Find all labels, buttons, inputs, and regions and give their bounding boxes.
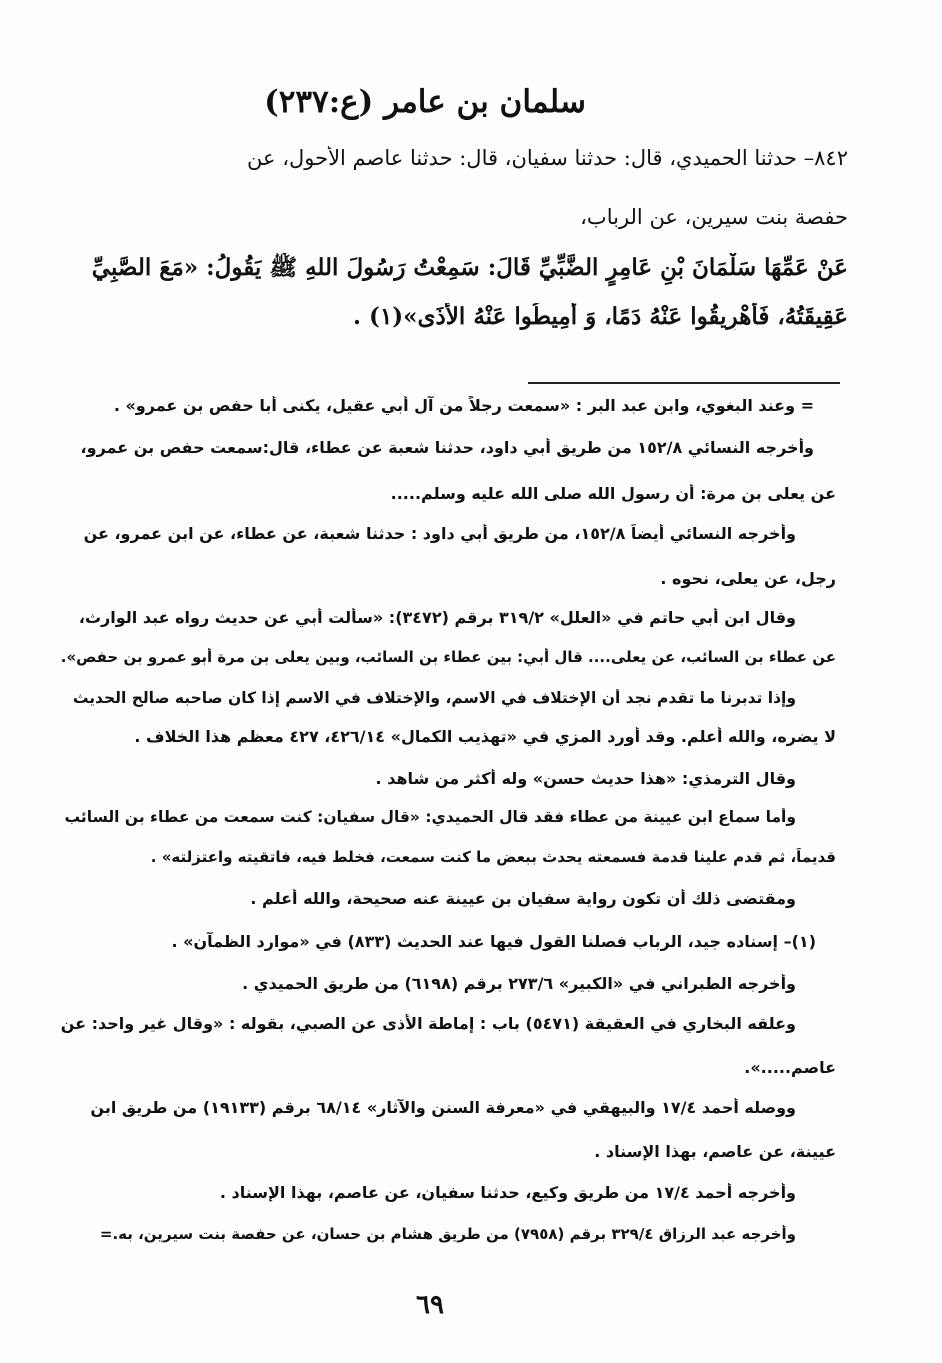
- footnote-separator: [528, 382, 840, 384]
- footnote-line: وعلقه البخاري في العقيقة (٥٤٧١) باب : إماطة الأذى عن الصبي، بقوله : «وقال غير واحد: عن: [60, 1014, 796, 1033]
- footnote-line: عاصم.....».: [744, 1058, 836, 1077]
- footnote-line: لا يضره، والله أعلم. وقد أورد المزي في «تهذيب الكمال» ٤٢٦/١٤، ٤٢٧ معظم هذا الخلاف .: [134, 727, 836, 746]
- footnote-line: وقال ابن أبي حاتم في «العلل» ٣١٩/٢ برقم (٣٤٧٢): «سألت أبي عن حديث رواه عبد الوارث،: [78, 608, 796, 627]
- footnote-line: (١)– إسناده جيد، الرباب فصلنا القول فيها عند الحديث (٨٣٣) في «موارد الظمآن» .: [171, 932, 816, 951]
- footnote-line: وأخرجه الطبراني في «الكبير» ٢٧٣/٦ برقم (٦١٩٨) من طريق الحميدي .: [242, 974, 796, 993]
- page-title: سلمان بن عامر (ع:٢٣٧): [264, 84, 586, 120]
- footnote-line: ومقتضى ذلك أن تكون رواية سفيان بن عيينة عنه صحيحة، والله أعلم .: [250, 889, 796, 908]
- footnote-line: رجل، عن يعلى، نحوه .: [660, 569, 836, 588]
- footnote-line: ووصله أحمد ١٧/٤ والبيهقي في «معرفة السنن والآثار» ٦٨/١٤ برقم (١٩١٣٣) من طريق ابن: [90, 1098, 796, 1117]
- footnote-line: عن يعلى بن مرة: أن رسول الله صلى الله عليه وسلم.....: [390, 484, 836, 503]
- page-number: ٦٩: [416, 1290, 444, 1320]
- footnote-line: وقال الترمذي: «هذا حديث حسن» وله أكثر من شاهد .: [375, 769, 796, 788]
- hadith-matn-line: عَنْ عَمِّهَا سَلْمَانَ بْنِ عَامِرٍ الضَّبِّيِّ قَالَ: سَمِعْتُ رَسُولَ اللهِ ﷺ يَقُولُ: «مَعَ الصَّبِيِّ: [91, 254, 848, 281]
- hadith-matn-line: عَقِيقَتُهُ، فَأَهْرِيقُوا عَنْهُ دَمًا، وَ أَمِيطُوا عَنْهُ الأَذَى»(١) .: [353, 303, 848, 330]
- footnote-line: وأخرجه أحمد ١٧/٤ من طريق وكيع، حدثنا سفيان، عن عاصم، بهذا الإسناد .: [219, 1183, 796, 1202]
- footnote-line: عيينة، عن عاصم، بهذا الإسناد .: [594, 1142, 836, 1161]
- hadith-isnad-line: ٨٤٢– حدثنا الحميدي، قال: حدثنا سفيان، قال: حدثنا عاصم الأحول، عن: [247, 146, 848, 170]
- footnote-line: = وعند البغوي، وابن عبد البر : «سمعت رجلاً من آل أبي عقيل، يكنى أبا حفص بن عمرو» .: [113, 396, 814, 415]
- footnote-line: وأخرجه النسائي ١٥٢/٨ من طريق أبي داود، حدثنا شعبة عن عطاء، قال:سمعت حفص بن عمرو،: [80, 438, 814, 457]
- footnote-line: عن عطاء بن السائب، عن يعلى.... قال أبي: بين عطاء بن السائب، وبين يعلى بن مرة أبو عمرو بن حفص».: [60, 648, 836, 666]
- footnote-line: قديماً، ثم قدم علينا قدمة فسمعته يحدث ببعض ما كنت سمعت، فخلط فيه، فاتقيته واعتزلته» .: [150, 848, 836, 866]
- hadith-isnad-line: حفصة بنت سيرين، عن الرباب،: [580, 205, 848, 229]
- footnote-line: وأخرجه عبد الرزاق ٣٢٩/٤ برقم (٧٩٥٨) من طريق هشام بن حسان، عن حفصة بنت سيرين، به.=: [99, 1225, 796, 1243]
- footnote-line: وأخرجه النسائي أيضاً ١٥٢/٨، من طريق أبي داود : حدثنا شعبة، عن عطاء، عن ابن عمرو، عن: [83, 524, 796, 543]
- footnote-line: وأما سماع ابن عيينة من عطاء فقد قال الحميدي: «قال سفيان: كنت سمعت من عطاء بن السائب: [64, 808, 796, 826]
- footnote-line: وإذا تدبرنا ما تقدم نجد أن الإختلاف في الاسم، والإختلاف في الاسم إذا كان صاحبه صالح الحديث: [72, 689, 796, 707]
